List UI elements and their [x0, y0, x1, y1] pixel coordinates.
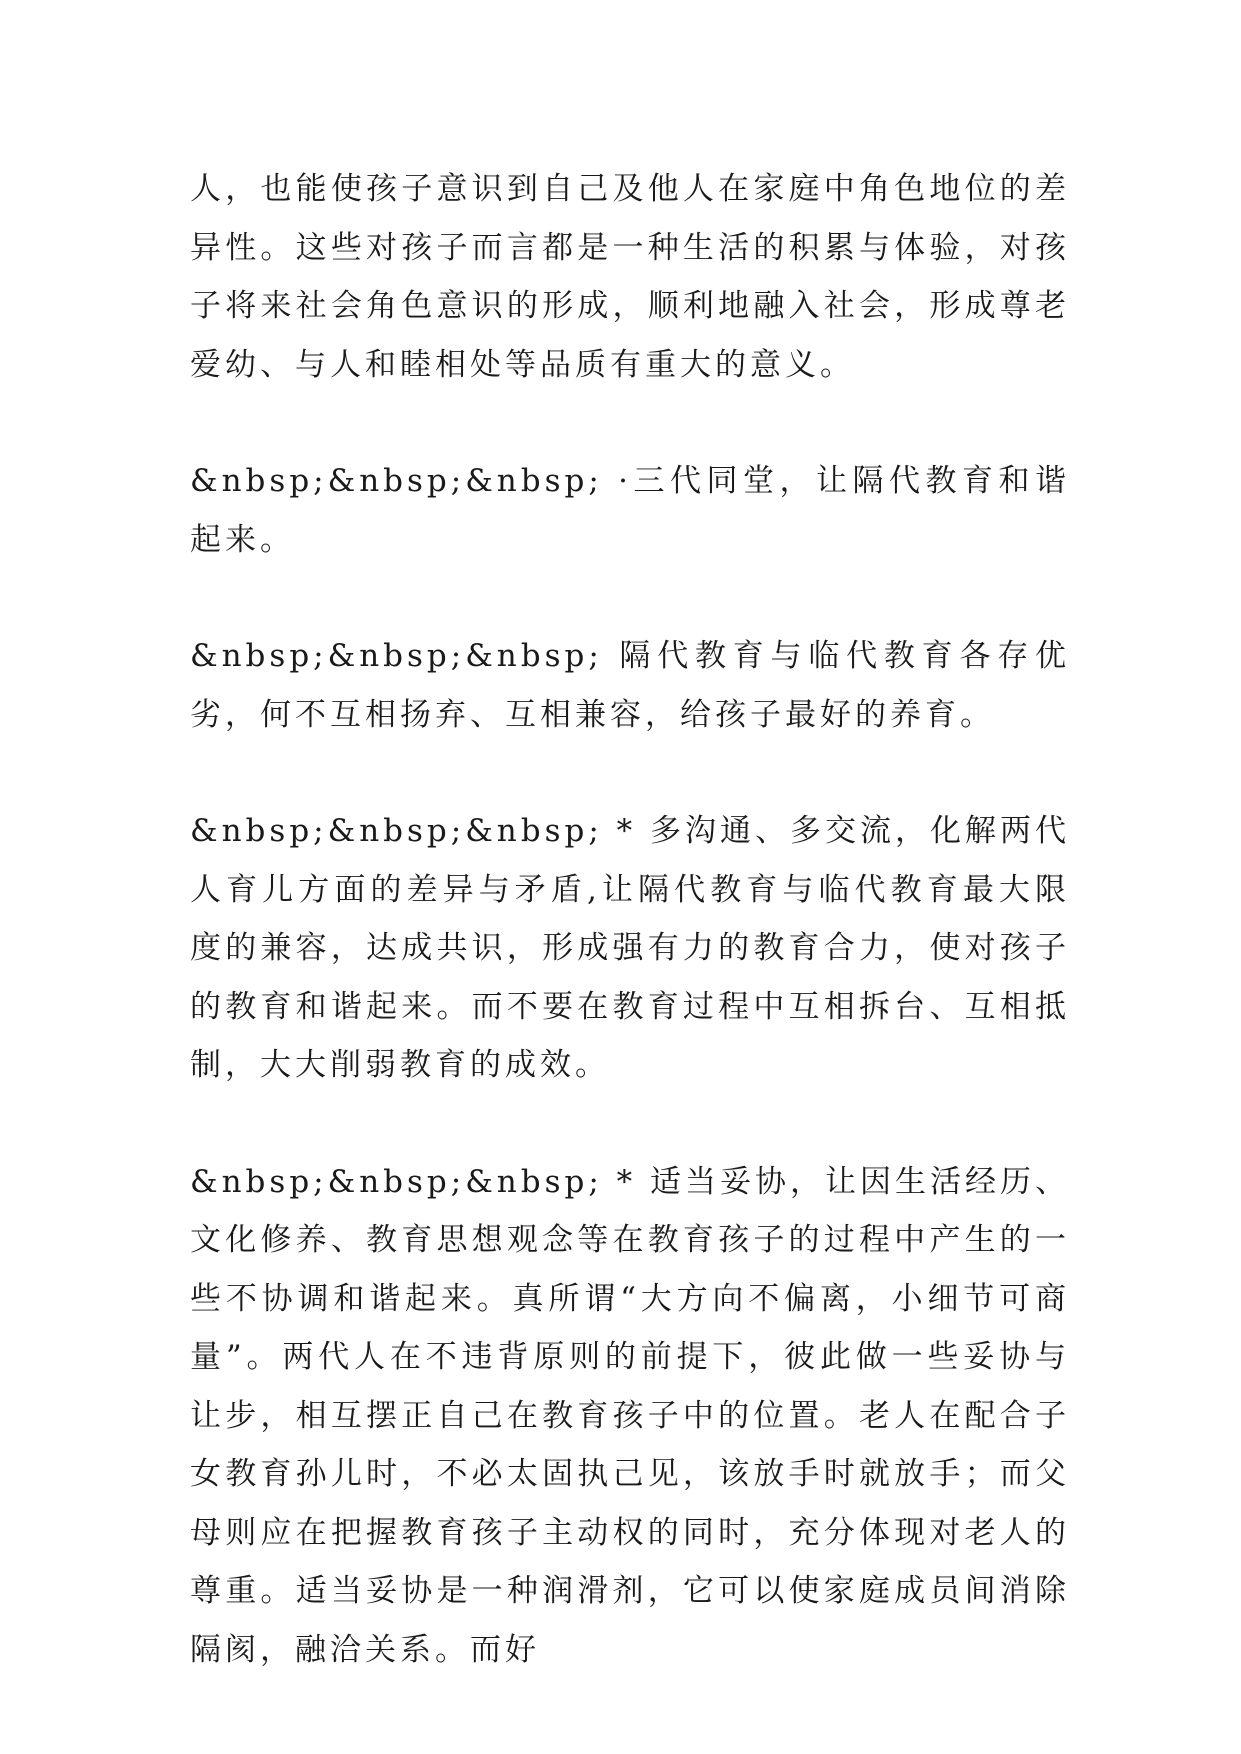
- paragraph-4: &nbsp;&nbsp;&nbsp; * 多沟通、多交流，化解两代人育儿方面的差异与矛盾,让隔代教育与临代教育最大限度的兼容，达成共识，形成强有力的教育合力，使对孩子的教育和谐起来。而不要在教育过程中互相拆台、互相抵制，大大削弱教育的成效。: [190, 813, 1071, 1083]
- document-body: [190, 160, 1070, 1737]
- paragraph-1: 人，也能使孩子意识到自己及他人在家庭中角色地位的差异性。这些对孩子而言都是一种生活的积累与体验，对孩子将来社会角色意识的形成，顺利地融入社会，形成尊老爱幼、与人和睦相处等品质有重大的意义。: [190, 171, 1070, 383]
- paragraph-3: &nbsp;&nbsp;&nbsp; 隔代教育与临代教育各存优劣，何不互相扬弃、互相兼容，给孩子最好的养育。: [190, 638, 1070, 733]
- paragraph-2: &nbsp;&nbsp;&nbsp; ·三代同堂，让隔代教育和谐起来。: [190, 463, 1070, 558]
- paragraph-5: &nbsp;&nbsp;&nbsp; * 适当妥协，让因生活经历、文化修养、教育思想观念等在教育孩子的过程中产生的一些不协调和谐起来。真所谓“大方向不偏离，小细节可商量”。两代人在不违背原则的前提下，彼此做一些妥协与让步，相互摆正自己在教育孩子中的位置。老人在配合子女教育孙儿时，不必太固执己见，该放手时就放手；而父母则应在把握教育孩子主动权的同时，充分体现对老人的尊重。适当妥协是一种润滑剂，它可以使家庭成员间消除隔阂，融洽关系。而好: [190, 1163, 1071, 1668]
